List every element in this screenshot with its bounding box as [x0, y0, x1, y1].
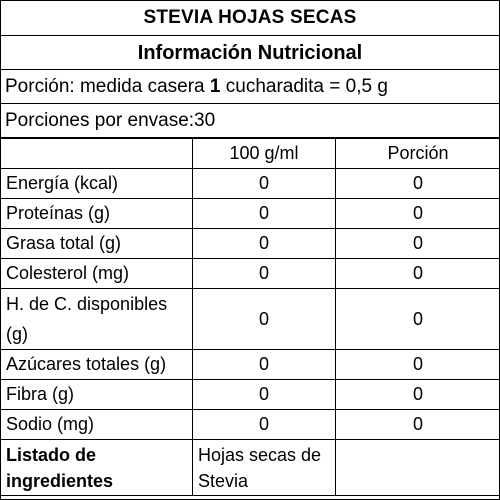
- ingredients-value: Hojas secas de Stevia: [193, 440, 336, 496]
- nutrient-portion: 0: [336, 289, 500, 350]
- header-portion: Porción: [336, 139, 500, 169]
- table-row: [1, 350, 500, 380]
- nutrient-per-100: 0: [193, 350, 336, 380]
- product-title: STEVIA HOJAS SECAS: [0, 0, 500, 36]
- table-row: [1, 380, 500, 410]
- nutrient-per-100: 0: [193, 229, 336, 259]
- nutrient-portion: 0: [336, 259, 500, 289]
- nutrient-portion: 0: [336, 380, 500, 410]
- nutrient-per-100: 0: [193, 410, 336, 440]
- nutrient-name: Sodio (mg): [1, 410, 193, 440]
- nutrition-info-heading: Información Nutricional: [0, 36, 500, 70]
- nutrient-per-100: 0: [193, 169, 336, 199]
- header-empty-cell: [1, 139, 193, 169]
- nutrient-name: Azúcares totales (g): [1, 350, 193, 380]
- nutrient-portion: 0: [336, 350, 500, 380]
- nutrient-name: Energía (kcal): [1, 169, 193, 199]
- nutrient-portion: 0: [336, 199, 500, 229]
- servings-line: Porciones por envase:30: [0, 104, 500, 138]
- table-row: [1, 169, 500, 199]
- nutrient-per-100: 0: [193, 259, 336, 289]
- nutrient-name: H. de C. disponibles (g): [1, 289, 193, 350]
- nutrient-per-100: 0: [193, 380, 336, 410]
- nutrient-name: Colesterol (mg): [1, 259, 193, 289]
- nutrient-name: Fibra (g): [1, 380, 193, 410]
- portion-amount: 1: [209, 76, 221, 97]
- nutrient-portion: 0: [336, 169, 500, 199]
- header-per-100: 100 g/ml: [193, 139, 336, 169]
- table-row: [1, 410, 500, 440]
- nutrition-table: [0, 138, 500, 496]
- table-row: [1, 259, 500, 289]
- table-row: [1, 199, 500, 229]
- ingredients-label: Listado de ingredientes: [1, 440, 193, 496]
- nutrient-name: Proteínas (g): [1, 199, 193, 229]
- table-row: [1, 229, 500, 259]
- nutrient-per-100: 0: [193, 289, 336, 350]
- ingredients-empty-cell: [336, 440, 500, 496]
- nutrient-per-100: 0: [193, 199, 336, 229]
- portion-text: Porción: medida casera: [5, 76, 210, 97]
- ingredients-row: [1, 440, 500, 496]
- nutrient-portion: 0: [336, 410, 500, 440]
- table-header-row: [1, 139, 500, 169]
- nutrient-name: Grasa total (g): [1, 229, 193, 259]
- nutrient-portion: 0: [336, 229, 500, 259]
- portion-unit-text: cucharadita = 0,5 g: [220, 76, 388, 97]
- table-row: [1, 289, 500, 350]
- portion-line: [0, 70, 500, 104]
